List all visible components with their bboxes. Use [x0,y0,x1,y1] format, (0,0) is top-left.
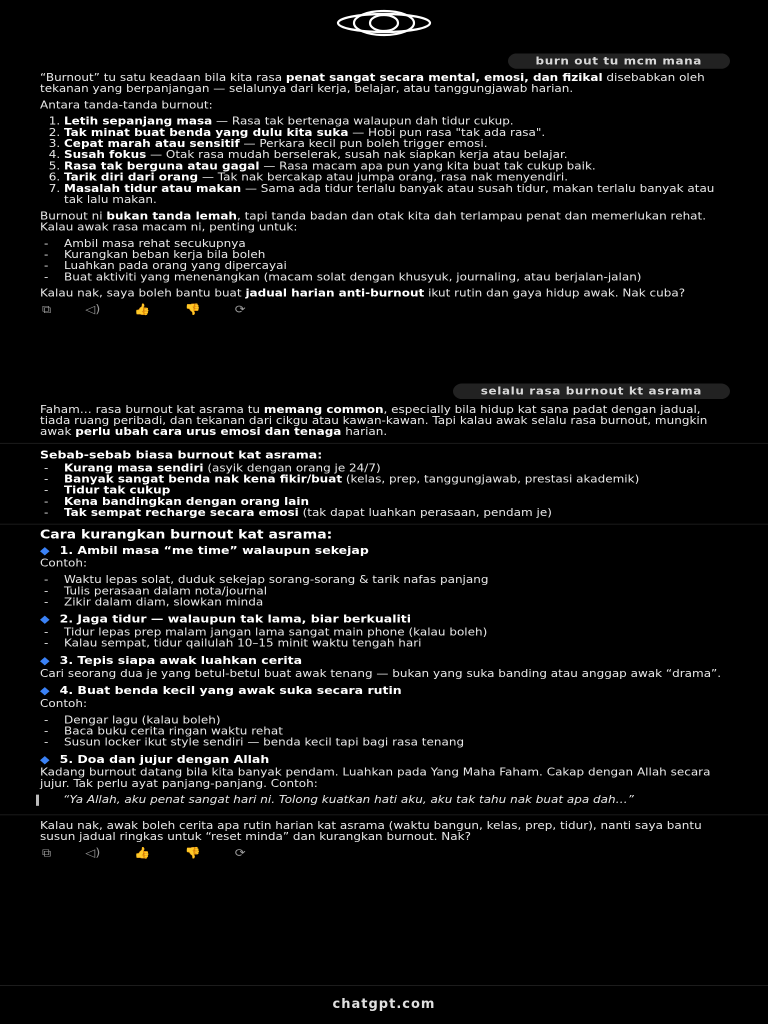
user-message-bubble [508,53,730,68]
blue-diamond-icon: ◆ [40,752,50,766]
blue-diamond-icon: ◆ [40,653,50,667]
list-item: - Zikir dalam diam, slowkan minda [64,597,728,608]
way-heading: ◆ 3. Tepis siapa awak luahkan cerita [40,653,303,667]
way-list [40,715,728,749]
list-item: - Kalau sempat, tidur qailulah 10–15 minit waktu tengah hari [64,638,728,649]
reply-closing: Kalau nak, awak boleh cerita apa rutin harian kat asrama (waktu bangun, kelas, prep, tidur), nanti saya bantu susun jadual ringkas untuk “reset minda” dan kurangkan burnout. Nak? [40,819,702,843]
divider [0,814,768,815]
thumbs-up-icon[interactable]: 👍 [134,303,151,317]
regenerate-icon[interactable]: ⟳ [234,847,246,860]
regenerate-icon[interactable]: ⟳ [234,303,246,317]
assistant-reply-1 [40,72,728,315]
list-item: 1. Letih sepanjang masa — Rasa tak bertenaga walaupun dah tidur cukup. [64,116,728,127]
list-item: 5. Rasa tak berguna atau gagal — Rasa macam apa pun yang kita buat tak cukup baik. [64,161,728,172]
way-heading: ◆ 4. Buat benda kecil yang awak suka secara rutin [40,683,402,697]
list-item: - Kurang masa sendiri (asyik dengan orang je 24/7) [64,463,728,474]
example-label: Contoh: [40,557,88,570]
user-message-text: burn out tu mcm mana [535,55,702,68]
tips-list [40,238,728,283]
user-message-text: selalu rasa burnout kt asrama [480,385,702,398]
read-aloud-icon[interactable]: ◁) [85,303,101,317]
list-item: - Buat aktiviti yang menenangkan (macam solat dengan khusyuk, journaling, atau berjalan-jalan) [64,272,728,283]
way-heading: ◆ 1. Ambil masa “me time” walaupun sekejap [40,543,369,557]
list-item: - Waktu lepas solat, duduk sekejap sorang-sorang & tarik nafas panjang [64,574,728,585]
blue-diamond-icon: ◆ [40,543,50,557]
blue-diamond-icon: ◆ [40,612,50,626]
way-text: Kadang burnout datang bila kita banyak pendam. Luahkan pada Yang Maha Faham. Cakap dengan Allah secara jujur. Tak perlu ayat panjang-panjang. Contoh: [40,766,711,790]
list-item: 7. Masalah tidur atau makan — Sama ada tidur terlalu banyak atau susah tidur, makan terlalu banyak atau tak lalu makan. [64,183,728,205]
read-aloud-icon[interactable]: ◁) [85,847,101,860]
list-item: 2. Tak minat buat benda yang dulu kita suka — Hobi pun rasa "tak ada rasa". [64,127,728,138]
message-actions [42,848,728,859]
reply-intro: “Burnout” tu satu keadaan bila kita rasa penat sangat secara mental, emosi, dan fizikal disebabkan oleh tekanan yang berpanjangan — selalunya dari kerja, belajar, atau tanggungjawab harian. [40,71,705,95]
divider [0,443,768,444]
prayer-quote: “Ya Allah, aku penat sangat hari ni. Tolong kuatkan hati aku, aku tak tahu nak buat apa dah…” [36,795,728,806]
example-label: Contoh: [40,697,88,710]
list-item: - Banyak sangat benda nak kena fikir/buat (kelas, prep, tanggungjawab, prestasi akademik) [64,474,728,485]
list-item: - Tidur lepas prep malam jangan lama sangat main phone (kalau boleh) [64,627,728,638]
list-item: 6. Tarik diri dari orang — Tak nak bercakap atau jumpa orang, rasa nak menyendiri. [64,172,728,183]
copy-icon[interactable]: ⧉ [42,847,52,860]
list-item: - Tulis perasaan dalam nota/journal [64,586,728,597]
list-item: - Tak sempat recharge secara emosi (tak dapat luahkan perasaan, pendam je) [64,507,728,518]
way-list [40,627,728,649]
thumbs-down-icon[interactable]: 👎 [184,303,201,317]
thumbs-up-icon[interactable]: 👍 [134,847,151,860]
causes-list [40,463,728,519]
way-heading: ◆ 2. Jaga tidur — walaupun tak lama, biar berkualiti [40,612,412,626]
list-item: - Susun locker ikut style sendiri — benda kecil tapi bagi rasa tenang [64,737,728,748]
assistant-reply-2 [40,404,728,859]
list-item: - Dengar lagu (kalau boleh) [64,715,728,726]
signs-heading: Antara tanda-tanda burnout: [40,98,213,111]
list-item: 4. Susah fokus — Otak rasa mudah berselerak, susah nak siapkan kerja atau belajar. [64,150,728,161]
list-item: - Ambil masa rehat secukupnya [64,238,728,249]
reply-closing: Kalau nak, saya boleh bantu buat jadual harian anti-burnout ikut rutin dan gaya hidup awak. Nak cuba? [40,287,686,300]
thumbs-down-icon[interactable]: 👎 [184,847,201,860]
reply-intro: Faham… rasa burnout kat asrama tu memang common, especially bila hidup kat sana padat dengan jadual, tiada ruang peribadi, dan tekanan dari cikgu atau kawan-kawan. Tapi kalau awak selalu rasa burnout, mungkin awak perlu ubah cara urus emosi dan tenaga harian. [40,403,708,438]
footer-domain: chatgpt.com [0,985,768,1024]
user-message-bubble [453,384,730,399]
signs-list [40,116,728,205]
way-list [40,574,728,608]
chatgpt-logo-icon [336,8,432,38]
list-item: - Luahkan pada orang yang dipercayai [64,261,728,272]
list-item: - Baca buku cerita ringan waktu rehat [64,726,728,737]
ways-heading: Cara kurangkan burnout kat asrama: [40,528,333,542]
reply-paragraph: Burnout ni bukan tanda lemah, tapi tanda badan dan otak kita dah terlampau penat dan memerlukan rehat. Kalau awak rasa macam ni, penting untuk: [40,209,707,234]
message-actions [42,304,728,315]
causes-heading: Sebab-sebab biasa burnout kat asrama: [40,448,323,461]
way-heading: ◆ 5. Doa dan jujur dengan Allah [40,752,270,766]
way-text: Cari seorang dua je yang betul-betul buat awak tenang — bukan yang suka banding atau anggap awak “drama”. [40,667,722,680]
copy-icon[interactable]: ⧉ [42,303,52,317]
list-item: - Kena bandingkan dengan orang lain [64,496,728,507]
list-item: - Kurangkan beban kerja bila boleh [64,249,728,260]
list-item: 3. Cepat marah atau sensitif — Perkara kecil pun boleh trigger emosi. [64,138,728,149]
blue-diamond-icon: ◆ [40,683,50,697]
list-item: - Tidur tak cukup [64,485,728,496]
divider [0,524,768,525]
